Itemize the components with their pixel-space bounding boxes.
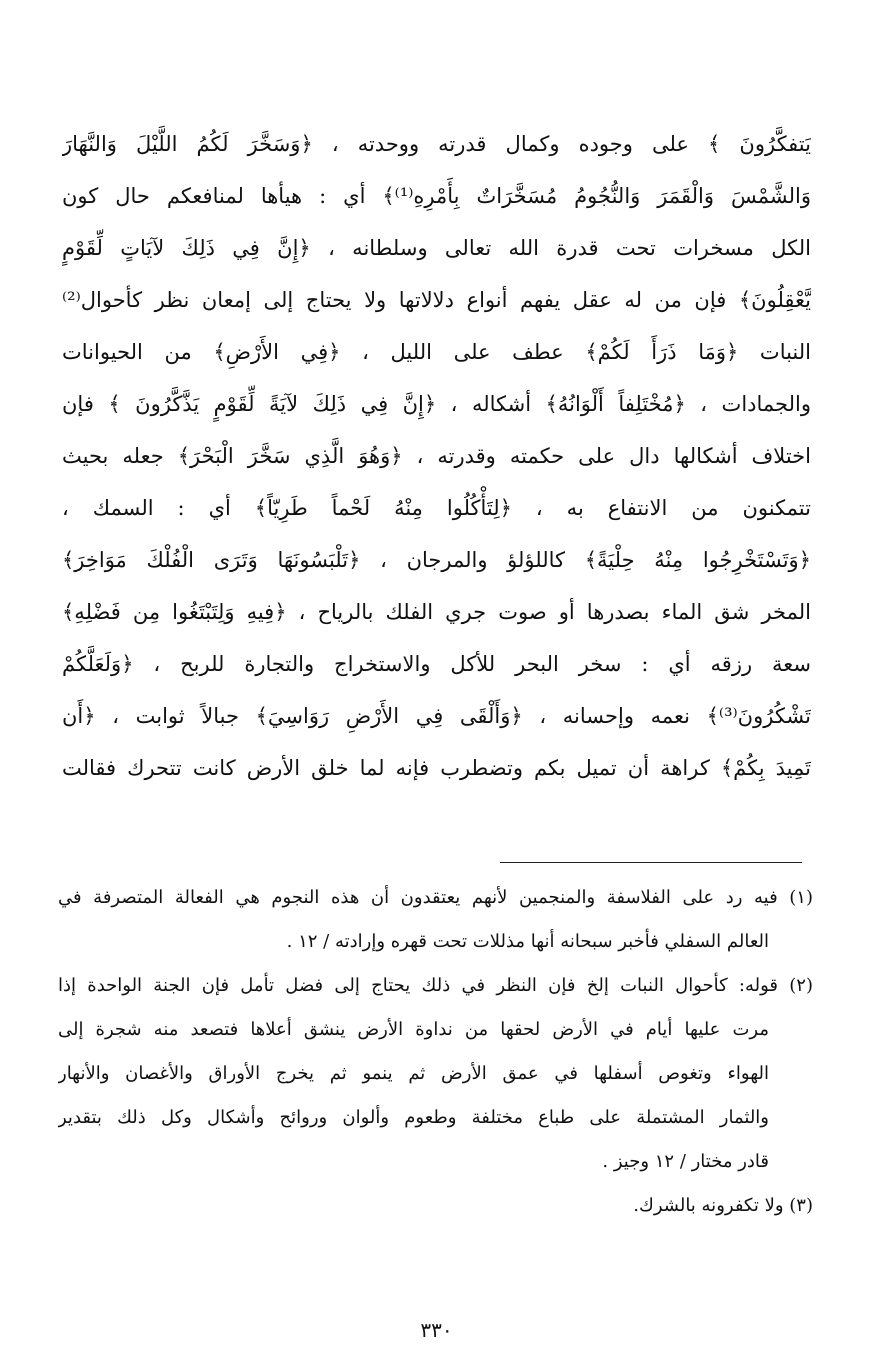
text-line: الكل مسخرات تحت قدرة الله تعالى وسلطانه ، ﴿إِنَّ فِي ذَلِكَ لآيَاتٍ لِّقَوْمٍ	[62, 236, 811, 260]
footnote-line: (٢) قوله: كأحوال النبات إلخ فإن النظر في ذلك يحتاج إلى فضل تأمل فإن الجنة الواحدة إذا	[58, 975, 813, 996]
text-line: وَالشَّمْسَ وَالْقَمَرَ وَالنُّجُومُ مُسَخَّرَاتٌ بِأَمْرِهِ⁽¹⁾﴾ أي : هيأها لمنافعكم حال كون	[62, 184, 811, 208]
text-line: والجمادات ، ﴿مُخْتَلِفاً أَلْوَانُهُ﴾ أشكاله ، ﴿إِنَّ فِي ذَلِكَ لآيَةً لِّقَوْمٍ يَذَّكَّرُونَ ﴾ فإن	[62, 392, 811, 416]
footnote-line: (١) فيه رد على الفلاسفة والمنجمين لأنهم يعتقدون أن هذه النجوم هي الفعالة المتصرفة في	[58, 887, 813, 908]
text-line: تَشْكُرُونَ⁽³⁾﴾ نعمه وإحسانه ، ﴿وَأَلْقَى فِي الأَرْضِ رَوَاسِيَ﴾ جبالاً ثوابت ، ﴿أَن	[62, 704, 811, 728]
main-text	[62, 118, 811, 794]
text-line: ﴿وَتَسْتَخْرِجُوا مِنْهُ حِلْيَةً﴾ كاللؤلؤ والمرجان ، ﴿تَلْبَسُونَهَا وَتَرَى الْفُلْكَ مَوَاخِرَ﴾	[62, 548, 811, 572]
footnote-line: والثمار المشتملة على طباع مختلفة وطعوم وألوان وروائح وأشكال وكل ذلك بتقدير	[58, 1107, 769, 1128]
text-line: المخر شق الماء بصدرها أو صوت جري الفلك بالرياح ، ﴿فِيهِ وَلِتَبْتَغُوا مِن فَضْلِهِ﴾	[62, 600, 811, 624]
text-line: يَتفكَّرُونَ ﴾ على وجوده وكمال قدرته ووحدته ، ﴿وَسَخَّرَ لَكُمُ اللَّيْلَ وَالنَّهَارَ	[62, 132, 811, 156]
footnotes	[58, 876, 813, 1228]
footnote-line: (٣) ولا تكفرونه بالشرك.	[633, 1195, 813, 1216]
footnote-line: قادر مختار / ١٢ وجيز .	[602, 1151, 769, 1172]
text-line: النبات ﴿وَمَا ذَرَأَ لَكُمْ﴾ عطف على الليل ، ﴿فِي الأَرْضِ﴾ من الحيوانات	[62, 340, 811, 364]
footnote-line: الهواء وتغوص أسفلها في عمق الأرض ثم ينمو ثم يخرج الأوراق والأغصان والأنهار	[58, 1063, 769, 1084]
footnote-line: مرت عليها أيام في الأرض لحقها من نداوة الأرض ينشق أعلاها فتصعد منه شجرة إلى	[58, 1019, 769, 1040]
text-line: اختلاف أشكالها دال على حكمته وقدرته ، ﴿وَهُوَ الَّذِي سَخَّرَ الْبَحْرَ﴾ جعله بحيث	[62, 444, 811, 468]
text-line: يَّعْقِلُونَ﴾ فإن من له عقل يفهم أنواع دلالاتها ولا يحتاج إلى إمعان نظر كأحوال⁽²⁾	[62, 288, 811, 312]
footnote-divider	[500, 862, 802, 863]
text-line: تَمِيدَ بِكُمْ﴾ كراهة أن تميل بكم وتضطرب فإنه لما خلق الأرض كانت تتحرك فقالت	[62, 756, 811, 780]
text-line: تتمكنون من الانتفاع به ، ﴿لِتَأْكُلُوا مِنْهُ لَحْماً طَرِيّاً﴾ أي : السمك ،	[62, 496, 811, 520]
footnote-line: العالم السفلي فأخبر سبحانه أنها مذللات تحت قهره وإرادته / ١٢ .	[286, 931, 769, 952]
page-number: ٣٣٠	[420, 1318, 453, 1342]
text-line: سعة رزقه أي : سخر البحر للأكل والاستخراج والتجارة للربح ، ﴿وَلَعَلَّكُمْ	[62, 652, 811, 676]
